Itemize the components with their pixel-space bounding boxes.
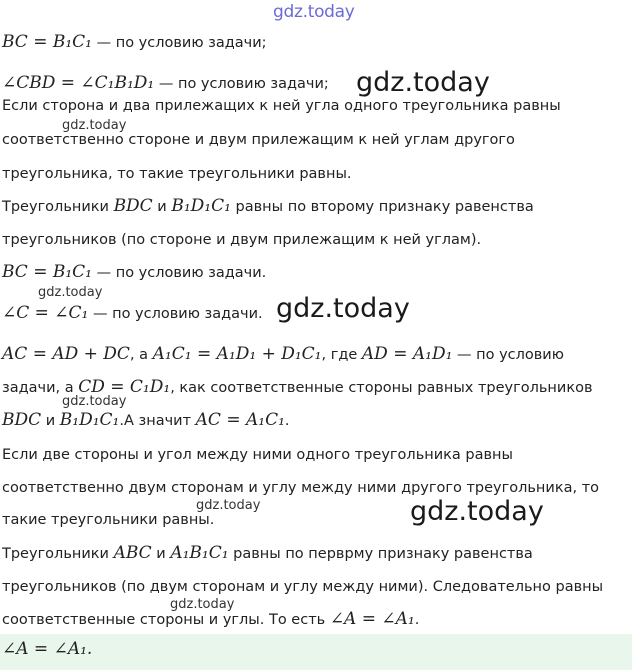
line-4: соответственно стороне и двум прилежащим к ней углам другого xyxy=(2,132,515,148)
math-expression: B₁D₁C₁ xyxy=(171,196,231,216)
line-7: треугольников (по стороне и двум прилежащим к ней углам). xyxy=(2,232,482,248)
math-expression: BC = B₁C₁ xyxy=(2,262,92,282)
math-expression: CD = C₁D₁ xyxy=(78,377,171,397)
text-span: и xyxy=(151,546,171,562)
math-expression: B₁D₁C₁ xyxy=(59,410,120,430)
answer-expression: ∠A = ∠A₁. xyxy=(2,639,93,659)
text-span: — по условию xyxy=(452,347,564,363)
line-15: такие треугольники равны. xyxy=(2,512,215,528)
math-expression: ∠CBD = ∠C₁B₁D₁ xyxy=(2,73,155,93)
watermark-small: gdz.today xyxy=(196,498,261,513)
text-span: и xyxy=(152,199,172,215)
text-span: — по условию задачи. xyxy=(88,306,263,322)
line-1 xyxy=(2,32,267,53)
answer-box xyxy=(0,634,632,670)
math-expression: A₁B₁C₁ xyxy=(170,543,229,563)
math-expression: AC = A₁C₁ xyxy=(195,410,285,430)
line-3: Если сторона и два прилежащих к ней угла одного треугольника равны xyxy=(2,98,561,114)
text-span: , а xyxy=(129,347,153,363)
watermark-small: gdz.today xyxy=(62,394,127,409)
line-14: соответственно двум сторонам и углу между ними другого треугольника, то xyxy=(2,480,600,496)
line-8 xyxy=(2,262,266,283)
watermark-small: gdz.today xyxy=(62,118,127,133)
text-span: соответственные стороны и углы. То есть xyxy=(2,612,330,628)
watermark-top: gdz.today xyxy=(273,2,355,22)
line-18 xyxy=(2,609,419,630)
watermark-large: gdz.today xyxy=(356,67,490,98)
text-span: . xyxy=(414,612,420,628)
line-17: треугольников (по двум сторонам и углу между ними). Следовательно равны xyxy=(2,579,604,595)
math-expression: BC = B₁C₁ xyxy=(2,32,92,52)
text-span: и xyxy=(41,413,60,429)
line-13: Если две стороны и угол между ними одного треугольника равны xyxy=(2,447,513,463)
math-expression: A₁C₁ = A₁D₁ + D₁C₁ xyxy=(152,344,322,364)
math-expression: ∠A = ∠A₁ xyxy=(329,609,415,629)
text-span: .А значит xyxy=(119,413,196,429)
text-span: . xyxy=(284,413,290,429)
text-span: равны по перврму признаку равенства xyxy=(228,546,533,562)
line-6 xyxy=(2,196,534,217)
line-12 xyxy=(2,410,290,431)
text-span: — по условию задачи. xyxy=(92,265,267,281)
line-9 xyxy=(2,303,263,324)
watermark-large: gdz.today xyxy=(410,496,544,527)
watermark-small: gdz.today xyxy=(38,285,103,300)
text-span: Треугольники xyxy=(2,199,114,215)
math-expression: ∠C = ∠C₁ xyxy=(2,303,89,323)
line-10 xyxy=(2,344,564,365)
math-expression: AD = A₁D₁ xyxy=(361,344,453,364)
text-span: — по условию задачи; xyxy=(154,76,329,92)
math-expression: BDC xyxy=(113,196,153,216)
watermark-small: gdz.today xyxy=(170,597,235,612)
watermark-large: gdz.today xyxy=(276,293,410,324)
line-5: треугольника, то такие треугольники равны. xyxy=(2,166,352,182)
text-span: — по условию задачи; xyxy=(92,35,267,51)
text-span: , где xyxy=(321,347,362,363)
text-span: равны по второму признаку равенства xyxy=(230,199,534,215)
line-16 xyxy=(2,543,533,564)
text-span: Треугольники xyxy=(2,546,114,562)
line-2 xyxy=(2,73,329,94)
text-span: , как соответственные стороны равных треугольников xyxy=(170,380,593,396)
math-expression: AC = AD + DC xyxy=(2,344,130,364)
math-expression: BDC xyxy=(2,410,42,430)
text-span: задачи, а xyxy=(2,380,79,396)
math-expression: ABC xyxy=(113,543,152,563)
